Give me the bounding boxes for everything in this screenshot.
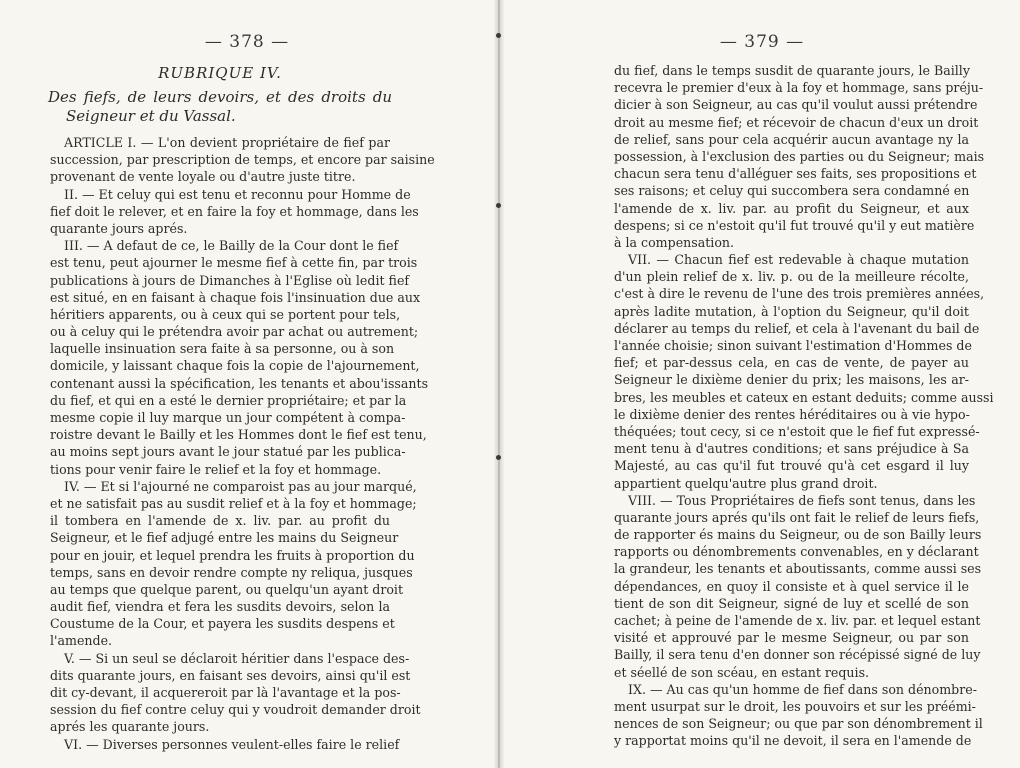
text-line: despens; si ce n'estoit qu'il fut trouvé qu'il y eut matière bbox=[614, 217, 975, 233]
text-line: dicier à son Seigneur, au cas qu'il voulut aussi prétendre bbox=[614, 97, 978, 113]
text-line: nences de son Seigneur; ou que par son dénombrement il bbox=[614, 716, 983, 732]
subtitle-line-1: Des fiefs, de leurs devoirs, et des droits du bbox=[48, 88, 392, 106]
subtitle-line-2: Seigneur et du Vassal. bbox=[66, 107, 236, 125]
text-line: III. — A defaut de ce, le Bailly de la Cour dont le fief bbox=[64, 238, 399, 254]
text-line: dits quarante jours, en faisant ses devoirs, ainsi qu'il est bbox=[50, 667, 411, 683]
text-line: ment usurpat sur le droit, les pouvoirs et sur les préémi- bbox=[614, 698, 976, 714]
text-line: de relief, sans pour cela acquérir aucun avantage ny la bbox=[614, 131, 969, 147]
text-line: VII. — Chacun fief est redevable à chaque mutation bbox=[628, 252, 969, 268]
text-line: quarante jours aprés qu'ils ont fait le relief de leurs fiefs, bbox=[614, 509, 980, 525]
gutter-thread-mark bbox=[496, 33, 501, 38]
text-line: laquelle insinuation sera faite à sa personne, ou à son bbox=[50, 341, 395, 357]
text-line: ment tenu à d'autres conditions; et sans préjudice à Sa bbox=[614, 441, 969, 457]
text-line: aprés les quarante jours. bbox=[50, 719, 210, 735]
text-line: c'est à dire le revenu de l'une des trois premières années, bbox=[614, 286, 985, 302]
text-line: du fief, et qui en a esté le dernier propriétaire; et par la bbox=[50, 392, 407, 408]
page-number-left: — 378 — bbox=[204, 32, 290, 52]
text-line: déclarer au temps du relief, et cela à l'avenant du bail de bbox=[614, 320, 980, 336]
right-page bbox=[504, 0, 1020, 768]
text-line: ARTICLE I. — L'on devient propriétaire de fief par bbox=[64, 135, 390, 150]
text-line: dit cy-devant, il acquereroit par là l'avantage et la pos- bbox=[50, 685, 401, 700]
text-line: succession, par prescription de temps, et encore par saisine bbox=[50, 152, 435, 168]
rubric-title: RUBRIQUE IV. bbox=[158, 64, 282, 82]
text-line: tient de son dit Seigneur, signé de luy et scellé de son bbox=[614, 595, 969, 611]
text-line: dépendances, en quoy il consiste et à quel service il le bbox=[614, 578, 969, 594]
text-line: à la compensation. bbox=[614, 234, 735, 250]
text-line: contenant aussi la spécification, les tenants et abou'issants bbox=[50, 375, 429, 391]
left-page bbox=[0, 0, 494, 768]
text-line: recevra le premier d'eux à la foy et hommage, sans préju- bbox=[614, 80, 984, 96]
text-line: VI. — Diverses personnes veulent-elles faire le relief bbox=[64, 736, 400, 752]
text-line: mesme copie il luy marque un jour compétent à compa- bbox=[50, 410, 406, 425]
text-line: fief doit le relever, et en faire la foy et hommage, dans les bbox=[50, 203, 419, 219]
right-text-column bbox=[614, 62, 994, 750]
text-line: est tenu, peut ajourner le mesme fief à cette fin, par trois bbox=[50, 255, 418, 271]
left-text-column bbox=[50, 134, 435, 753]
text-line: ses raisons; et celuy qui succombera sera condamné en bbox=[614, 183, 970, 199]
text-line: pour en jouir, et lequel prendra les fruits à proportion du bbox=[50, 547, 415, 563]
text-line: quarante jours aprés. bbox=[50, 220, 188, 236]
text-line: et ne satisfait pas au susdit relief et à la foy et hommage; bbox=[50, 495, 417, 511]
text-line: droit au mesme fief; et récevoir de chacun d'eux un droit bbox=[614, 114, 979, 130]
text-line: audit fief, viendra et fera les susdits devoirs, selon la bbox=[50, 599, 390, 615]
text-line: théquées; tout cecy, si ce n'estoit que le fief fut expressé- bbox=[614, 423, 980, 439]
text-line: et séellé de son scéau, en estant requis. bbox=[614, 664, 870, 680]
text-line: bres, les meubles et cateux en estant deduits; comme aussi bbox=[614, 389, 994, 405]
text-line: la grandeur, les tenants et aboutissants, comme aussi ses bbox=[614, 561, 982, 577]
text-line: le dixième denier des rentes héréditaires ou à vie hypo- bbox=[614, 406, 970, 422]
text-line: IX. — Au cas qu'un homme de fief dans son dénombre- bbox=[628, 681, 977, 697]
text-line: II. — Et celuy qui est tenu et reconnu pour Homme de bbox=[64, 186, 411, 202]
text-line: possession, à l'exclusion des parties ou du Seigneur; mais bbox=[614, 148, 985, 164]
page-number-right: — 379 — bbox=[719, 32, 805, 52]
text-line: IV. — Et si l'ajourné ne comparoist pas au jour marqué, bbox=[64, 478, 417, 494]
text-line: il tombera en l'amende de x. liv. par. au profit du bbox=[50, 513, 390, 529]
text-line: Seigneur, et le fief adjugé entre les mains du Seigneur bbox=[50, 530, 399, 546]
text-line: provenant de vente loyale ou d'autre juste titre. bbox=[50, 169, 356, 185]
text-line: chacun sera tenu d'alléguer ses faits, ses propositions et bbox=[614, 166, 977, 182]
text-line: temps, sans en devoir rendre compte ny reliqua, jusques bbox=[50, 564, 413, 580]
text-line: ou à celuy qui le prétendra avoir par achat ou autrement; bbox=[50, 324, 419, 340]
book-gutter bbox=[494, 0, 504, 768]
text-line: Coustume de la Cour, et payera les susdits despens et bbox=[50, 616, 395, 632]
text-line: cachet; à peine de l'amende de x. liv. par. et lequel estant bbox=[614, 613, 981, 628]
text-line: appartient quelqu'autre plus grand droit. bbox=[614, 475, 878, 491]
text-line: y rapportat moins qu'il ne devoit, il sera en l'amende de bbox=[614, 733, 972, 749]
text-line: session du fief contre celuy qui y voudroit demander droit bbox=[50, 702, 421, 718]
text-line: du fief, dans le temps susdit de quarante jours, le Bailly bbox=[614, 63, 970, 78]
text-line: Seigneur le dixième denier du prix; les maisons, les ar- bbox=[614, 372, 969, 388]
text-line: visité et approuvé par le mesme Seigneur, ou par son bbox=[614, 630, 969, 646]
rubric-subtitle bbox=[48, 88, 392, 126]
text-line: d'un plein relief de x. liv. p. ou de la meilleure récolte, bbox=[614, 269, 969, 285]
text-line: est situé, en en faisant à chaque fois l'insinuation due aux bbox=[50, 289, 421, 305]
text-line: roistre devant le Bailly et les Hommes dont le fief est tenu, bbox=[50, 427, 427, 443]
text-line: héritiers apparents, ou à ceux qui se portent pour tels, bbox=[50, 306, 401, 322]
text-line: domicile, y laissant chaque fois la copie de l'ajournement, bbox=[50, 358, 420, 374]
text-line: au temps que quelque parent, ou quelqu'un ayant droit bbox=[50, 581, 404, 597]
text-line: Bailly, il sera tenu d'en donner son récépissé signé de luy bbox=[614, 647, 981, 663]
text-line: Majesté, au cas qu'il fut trouvé qu'à cet esgard il luy bbox=[614, 458, 969, 474]
text-line: l'année choisie; sinon suivant l'estimation d'Hommes de bbox=[614, 338, 972, 353]
text-line: tions pour venir faire le relief et la foy et hommage. bbox=[50, 461, 382, 477]
text-line: l'amende. bbox=[50, 633, 113, 649]
text-line: au moins sept jours avant le jour statué par les publica- bbox=[50, 444, 406, 460]
text-line: VIII. — Tous Propriétaires de fiefs sont tenus, dans les bbox=[628, 492, 976, 508]
text-line: l'amende de x. liv. par. au profit du Seigneur, et aux bbox=[614, 200, 969, 216]
text-line: après ladite mutation, à l'option du Seigneur, qu'il doit bbox=[614, 303, 969, 319]
gutter-thread-mark bbox=[496, 455, 501, 460]
text-line: V. — Si un seul se déclaroit héritier dans l'espace des- bbox=[64, 650, 410, 666]
gutter-thread-mark bbox=[496, 203, 501, 208]
text-line: rapports ou dénombrements convenables, en y déclarant bbox=[614, 544, 979, 560]
text-line: fief; et par-dessus cela, en cas de vente, de payer au bbox=[614, 355, 969, 371]
text-line: de rapporter és mains du Seigneur, ou de son Bailly leurs bbox=[614, 527, 982, 543]
text-line: publications à jours de Dimanches à l'Eglise où ledit fief bbox=[50, 272, 410, 288]
